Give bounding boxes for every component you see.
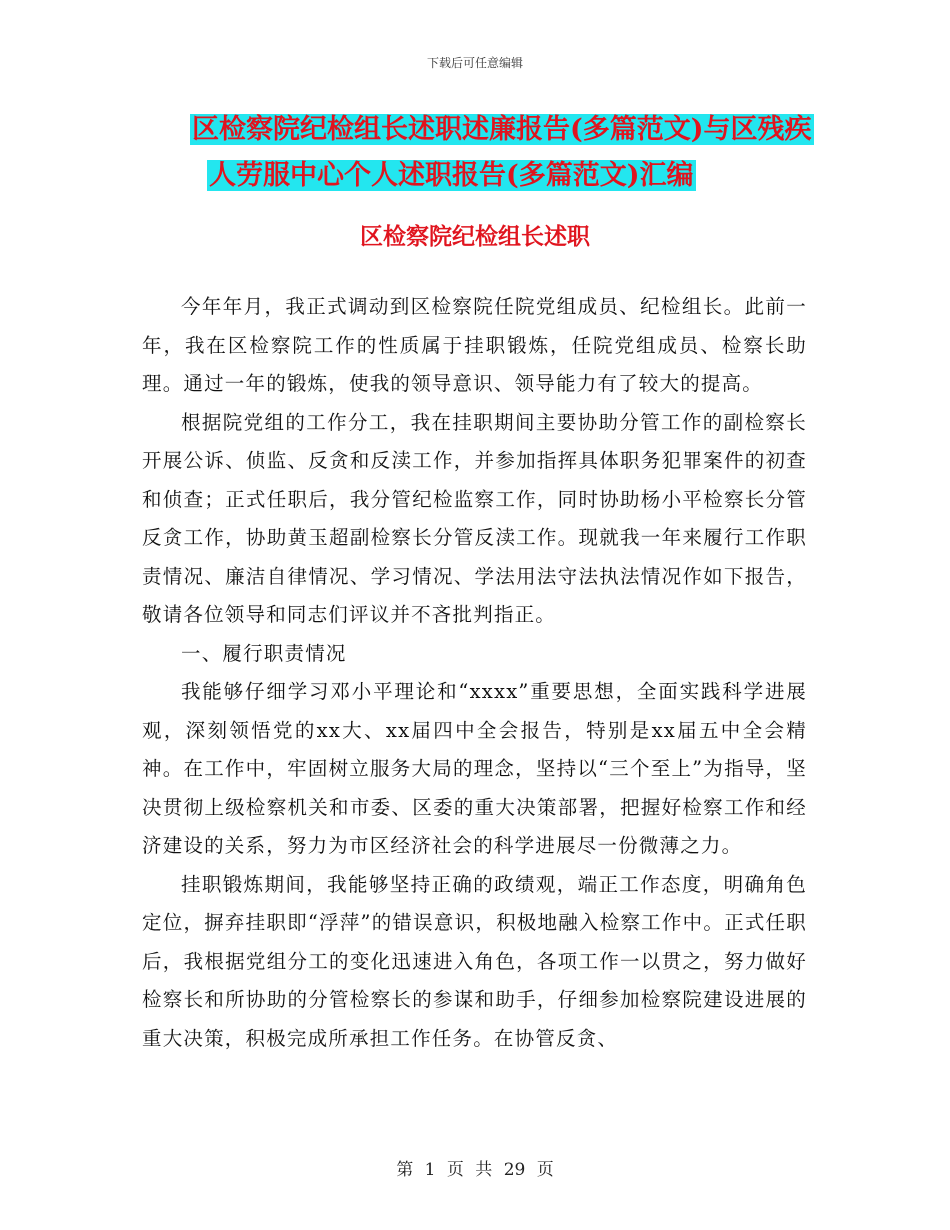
title-line-2-text: 人劳服中心个人述职报告(多篇范文)汇编 [209, 160, 694, 191]
paragraph: 挂职锻炼期间，我能够坚持正确的政绩观，端正工作态度，明确角色定位，摒弃挂职即“浮萍”的错误意识，积极地融入检察工作中。正式任职后，我根据党组分工的变化迅速进入角色，各项工作一以贯之，努力做好检察长和所协助的分管检察长的参谋和助手，仔细参加检察院建设进展的重大决策，积极完成所承担工作任务。在协管反贪、 [142, 872, 807, 1050]
title-line-1 [0, 110, 950, 150]
section-title: 区检察院纪检组长述职 [360, 223, 590, 250]
paragraph: 今年年月，我正式调动到区检察院任院党组成员、纪检组长。此前一年，我在区检察院工作的性质属于挂职锻炼，任院党组成员、检察长助理。通过一年的锻炼，使我的领导意识、领导能力有了较大的提高。 [142, 295, 807, 395]
document-title [0, 110, 950, 196]
paragraph: 根据院党组的工作分工，我在挂职期间主要协助分管工作的副检察长开展公诉、侦监、反贪和反渎工作，并参加指挥具体职务犯罪案件的初查和侦查；正式任职后，我分管纪检监察工作，同时协助杨小平检察长分管反贪工作，协助黄玉超副检察长分管反渎工作。现就我一年来履行工作职责情况、廉洁自律情况、学习情况、学法用法守法执法情况作如下报告，敬请各位领导和同志们评议并不吝批判指正。 [142, 410, 807, 626]
section-heading: 一、履行职责情况 [181, 641, 347, 665]
title-line-2 [0, 156, 950, 196]
header-note: 下载后可任意编辑 [426, 56, 523, 70]
title-line-1-text: 区检察院纪检组长述职述廉报告(多篇范文)与区残疾 [192, 114, 812, 145]
body-text [142, 288, 807, 1058]
page-number: 第 1 页 共 29 页 [396, 1160, 554, 1180]
paragraph: 我能够仔细学习邓小平理论和“xxxx”重要思想，全面实践科学进展观，深刻领悟党的xx大、xx届四中全会报告，特别是xx届五中全会精神。在工作中，牢固树立服务大局的理念，坚持以“三个至上”为指导，坚决贯彻上级检察机关和市委、区委的重大决策部署，把握好检察工作和经济建设的关系，努力为市区经济社会的科学进展尽一份微薄之力。 [142, 680, 807, 857]
